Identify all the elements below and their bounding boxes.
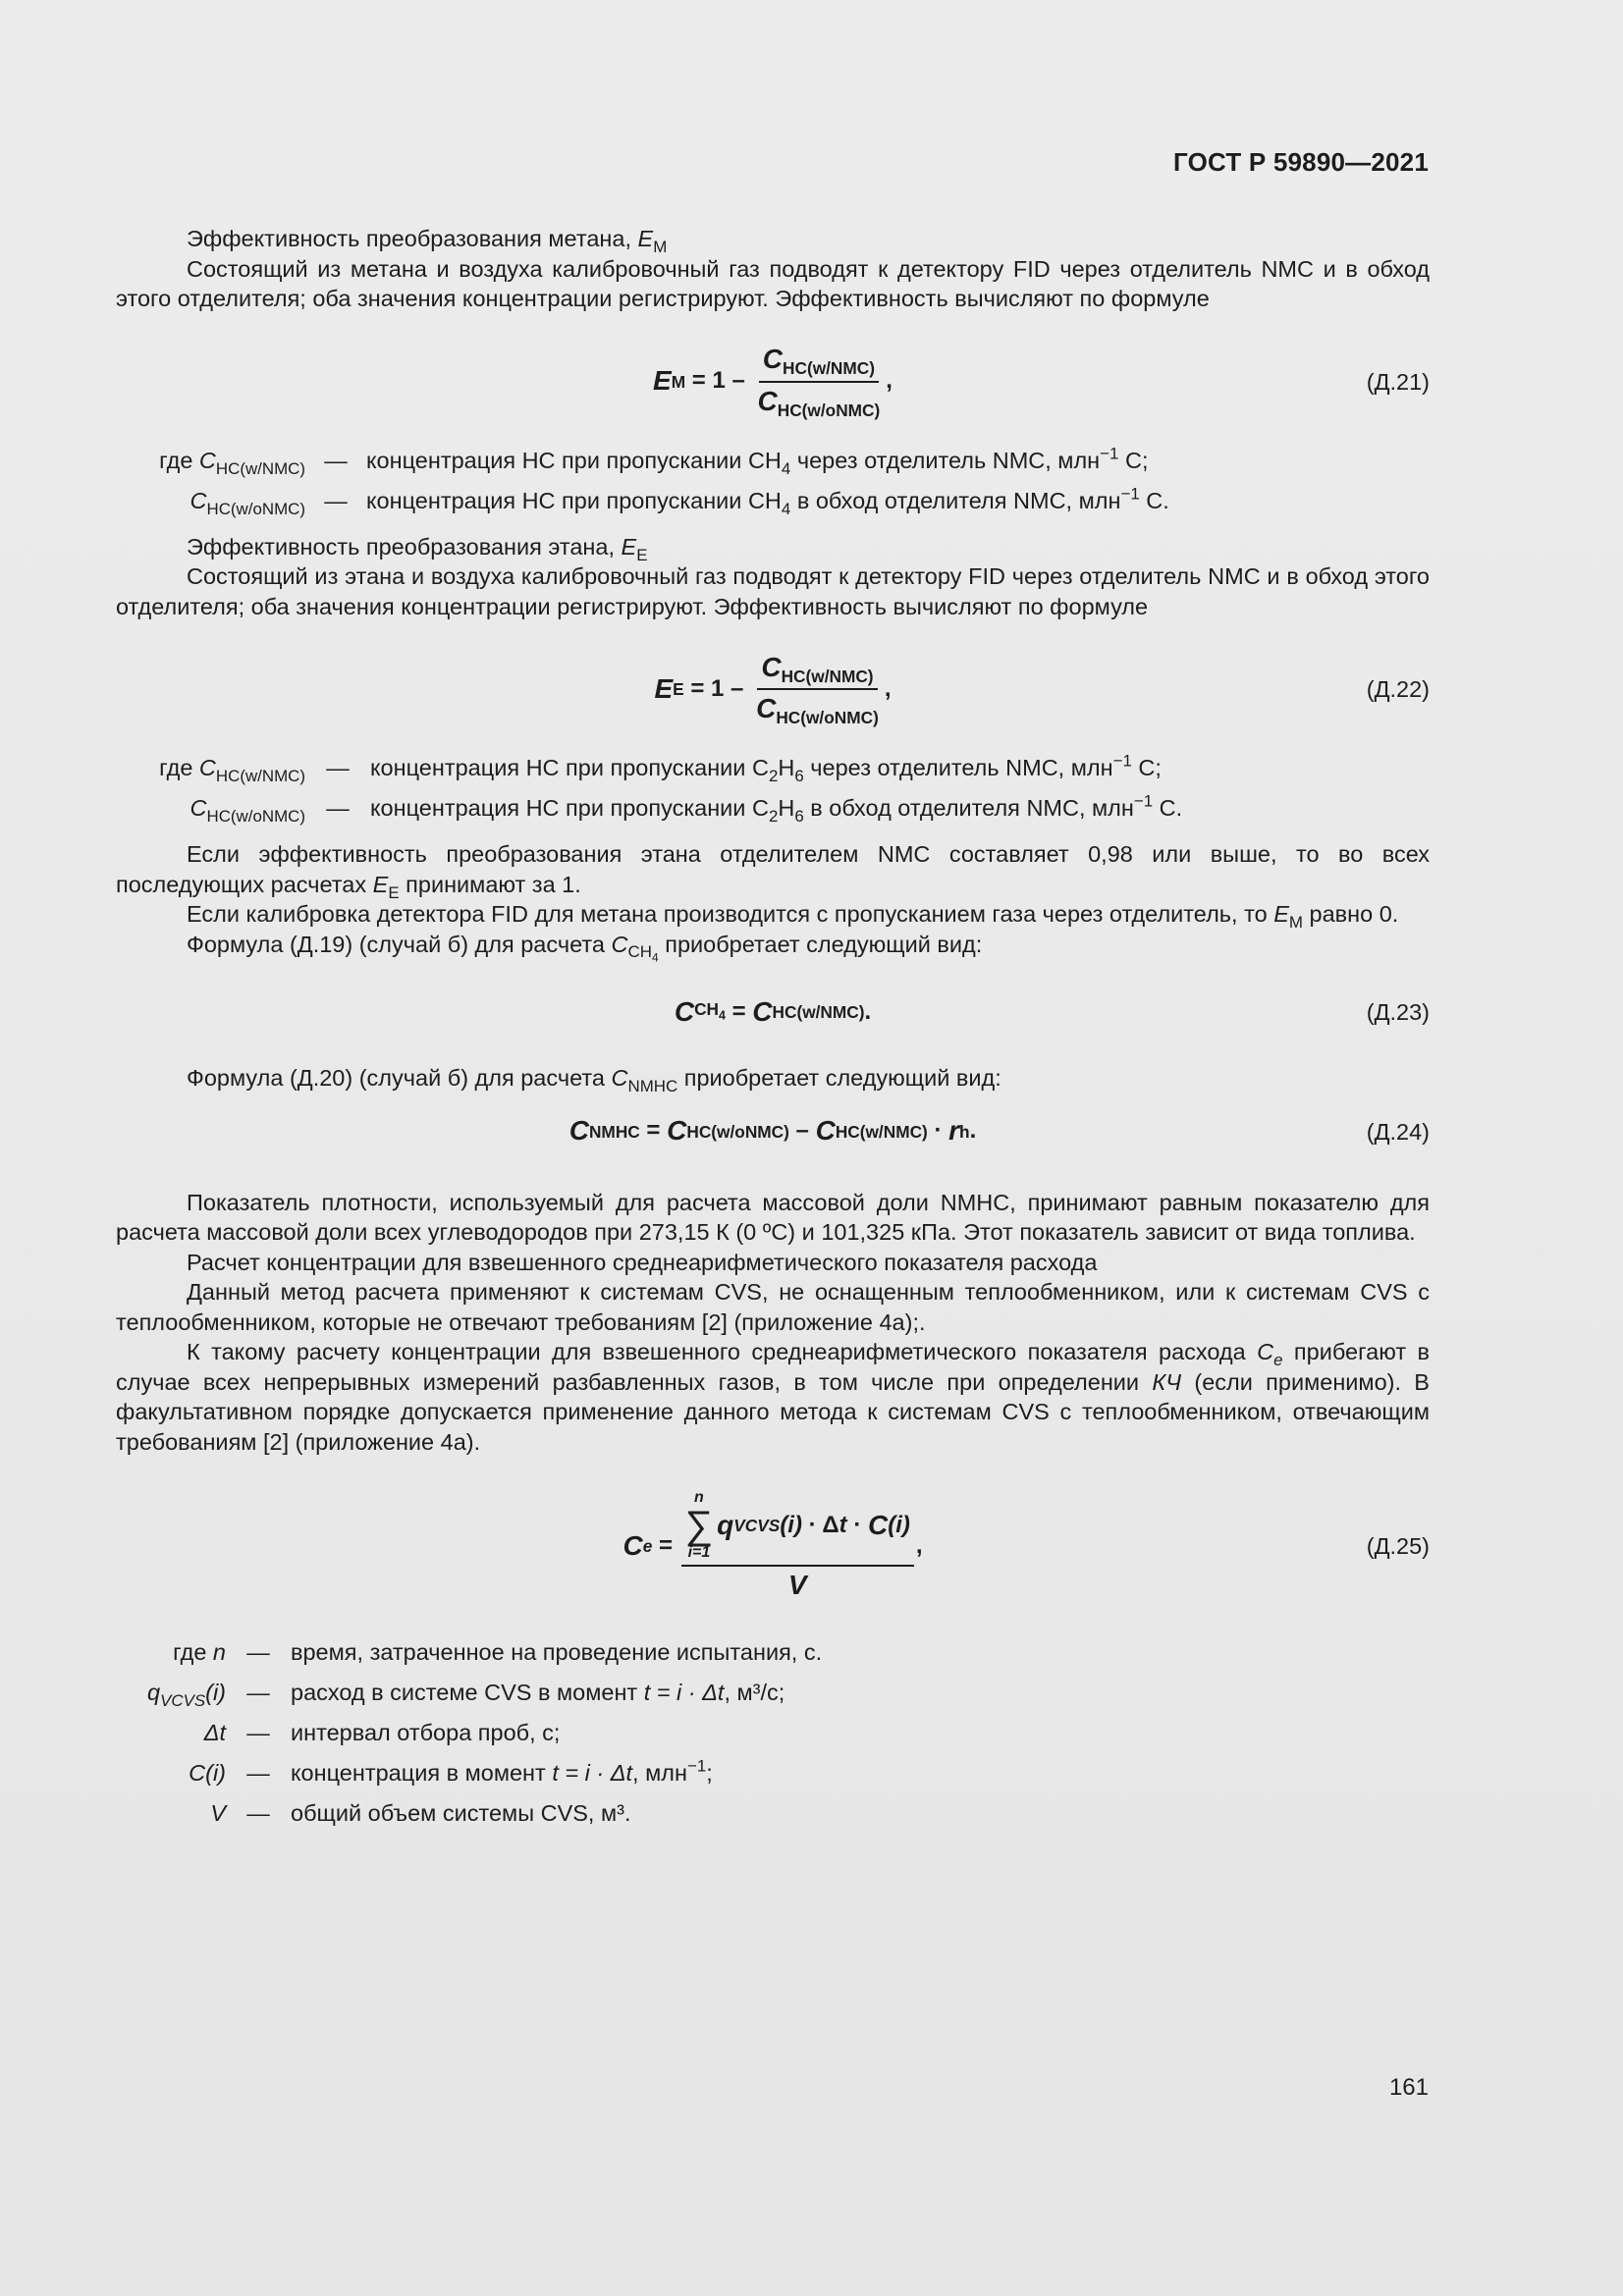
equation-d24-body: C NMHC = C HC(w/oNMC) – C HC(w/NMC) · r h . <box>568 1115 977 1147</box>
methane-calibration-note: Если калибровка детектора FID для метана производится с пропусканием газа через отделитель, то $E_M$ равно 0. <box>187 901 1399 932</box>
standard-designation: ГОСТ Р 59890—2021 <box>1173 147 1429 177</box>
equation-d21 <box>116 328 1430 436</box>
equation-d25-body: C e = n ∑ i=1 q VCVS (i) · Δ t · C (i) V , <box>116 1472 1430 1620</box>
equation-d23 <box>116 973 1430 1051</box>
method-paragraph: Данный метод расчета применяют к системам CVS, не оснащенным теплообменником, или к системам CVS с теплообменником, которые не отвечают требованиям [2] (приложение 4а);. <box>116 1279 1430 1335</box>
equation-d22-fraction: $\frac{C_{HC(w/NMC)}}{C_{HC(w/oNMC)}}$ <box>756 651 879 728</box>
ethane-efficiency-heading: Эффективность преобразования этана, $E_E$ <box>187 533 648 564</box>
equation-d22 <box>116 635 1430 743</box>
summation-sign: n ∑ i=1 <box>684 1488 714 1561</box>
weighted-calc-heading: Расчет концентрации для взвешенного среднеарифметического показателя расхода <box>187 1249 1098 1275</box>
page-number: 161 <box>1388 2074 1429 2101</box>
weighted-calc-paragraph: К такому расчету концентрации для взвешенного среднеарифметического показателя расхода $C_e$ прибегают в случае всех непрерывных измерений разбавленных газов, в том числе при определении КЧ (если применимо). В факультативном порядке допускается применение данного метода к системам CVS с теплообменником, отвечающим требованиям [2] (приложение 4а). <box>116 1339 1430 1455</box>
methane-calibration-paragraph: Состоящий из метана и воздуха калибровочный газ подводят к детектору FID через отделитель NMC и в обход этого отделителя; оба значения концентрации регистрируют. Эффективность вычисляют по формуле <box>116 255 1430 311</box>
equation-d25-number: (Д.25) <box>1366 1532 1430 1559</box>
where-item: где n — время, затраченное на проведение испытания, с. <box>173 1639 823 1665</box>
where-block-d21 <box>116 446 1430 526</box>
formula-d19-intro: Формула (Д.19) (случай б) для расчета $C_{CH_4}$ приобретает следующий вид: <box>187 931 983 965</box>
page-content <box>116 224 1430 1844</box>
where-item: Δt — интервал отбора проб, с; <box>203 1720 561 1745</box>
equation-d22-body: E E = 1 – $\frac{C_{HC(w/NMC)}}{C_{HC(w/oNMC)}}$ , <box>654 651 892 728</box>
equation-d21-fraction: $\frac{C_{HC(w/NMC)}}{C_{HC(w/oNMC)}}$ <box>757 344 881 420</box>
equation-d24 <box>116 1097 1430 1166</box>
equation-d21-body: E M = 1 – $\frac{C_{HC(w/NMC)}}{C_{HC(w/oNMC)}}$ , <box>653 344 893 420</box>
equation-d25 <box>116 1472 1430 1620</box>
equation-d22-number: (Д.22) <box>1366 675 1430 702</box>
equation-d24-number: (Д.24) <box>1366 1118 1430 1145</box>
ethane-calibration-paragraph: Состоящий из этана и воздуха калибровочный газ подводят к детектору FID через отделитель NMC и в обход этого отделителя; оба значения концентрации регистрируют. Эффективность вычисляют по формуле <box>116 563 1430 619</box>
where-item: где $C_{HC(w/NMC)}$ — концентрация НС при пропускании $C_2H_6$ через отделитель NMC, млн$^{-1}$ С; <box>159 751 1162 785</box>
formula-d20-intro: Формула (Д.20) (случай б) для расчета $C_{NMHC}$ приобретает следующий вид: <box>187 1065 1001 1095</box>
where-item: $C_{HC(w/oNMC)}$ — концентрация НС при пропускании $C_2H_6$ в обход отделителя NMC, млн$^{-1}$ С. <box>189 791 1183 826</box>
where-item: V — общий объем системы CVS, м³. <box>210 1800 631 1826</box>
where-block-d22 <box>116 753 1430 833</box>
equation-d23-body: C $CH_4$ = C HC(w/NMC) . <box>674 995 872 1027</box>
where-item: $q_{VCVS}(i)$ — расход в системе CVS в момент t = i · Δt, м³/с; <box>147 1680 785 1710</box>
equation-d21-number: (Д.21) <box>1366 368 1430 395</box>
where-item: где $C_{HC(w/NMC)}$ — концентрация НС при пропускании $CH_4$ через отделитель NMC, млн$^{-1}$ С; <box>159 444 1149 478</box>
density-paragraph: Показатель плотности, используемый для расчета массовой доли NMHC, принимают равным показателю для расчета массовой доли всех углеводородов при 273,15 К (0 ºС) и 101,325 кПа. Этот показатель зависит от вида топлива. <box>116 1189 1430 1245</box>
equation-d25-fraction: n ∑ i=1 q VCVS (i) · Δ t · C (i) V <box>681 1490 914 1603</box>
methane-efficiency-heading: Эффективность преобразования метана, $E_M$ <box>187 226 668 256</box>
where-block-d25 <box>116 1637 1430 1839</box>
where-item: $C_{HC(w/oNMC)}$ — концентрация НС при пропускании $CH_4$ в обход отделителя NMC, млн$^{-1}$ С. <box>189 484 1169 518</box>
where-item: C(i) — концентрация в момент t = i · Δt, млн$^{-1}$; <box>189 1756 713 1786</box>
ethane-efficiency-paragraph: Если эффективность преобразования этана отделителем NMC составляет 0,98 или выше, то во всех последующих расчетах $E_E$ принимают за 1. <box>116 841 1430 902</box>
equation-d23-number: (Д.23) <box>1366 998 1430 1025</box>
